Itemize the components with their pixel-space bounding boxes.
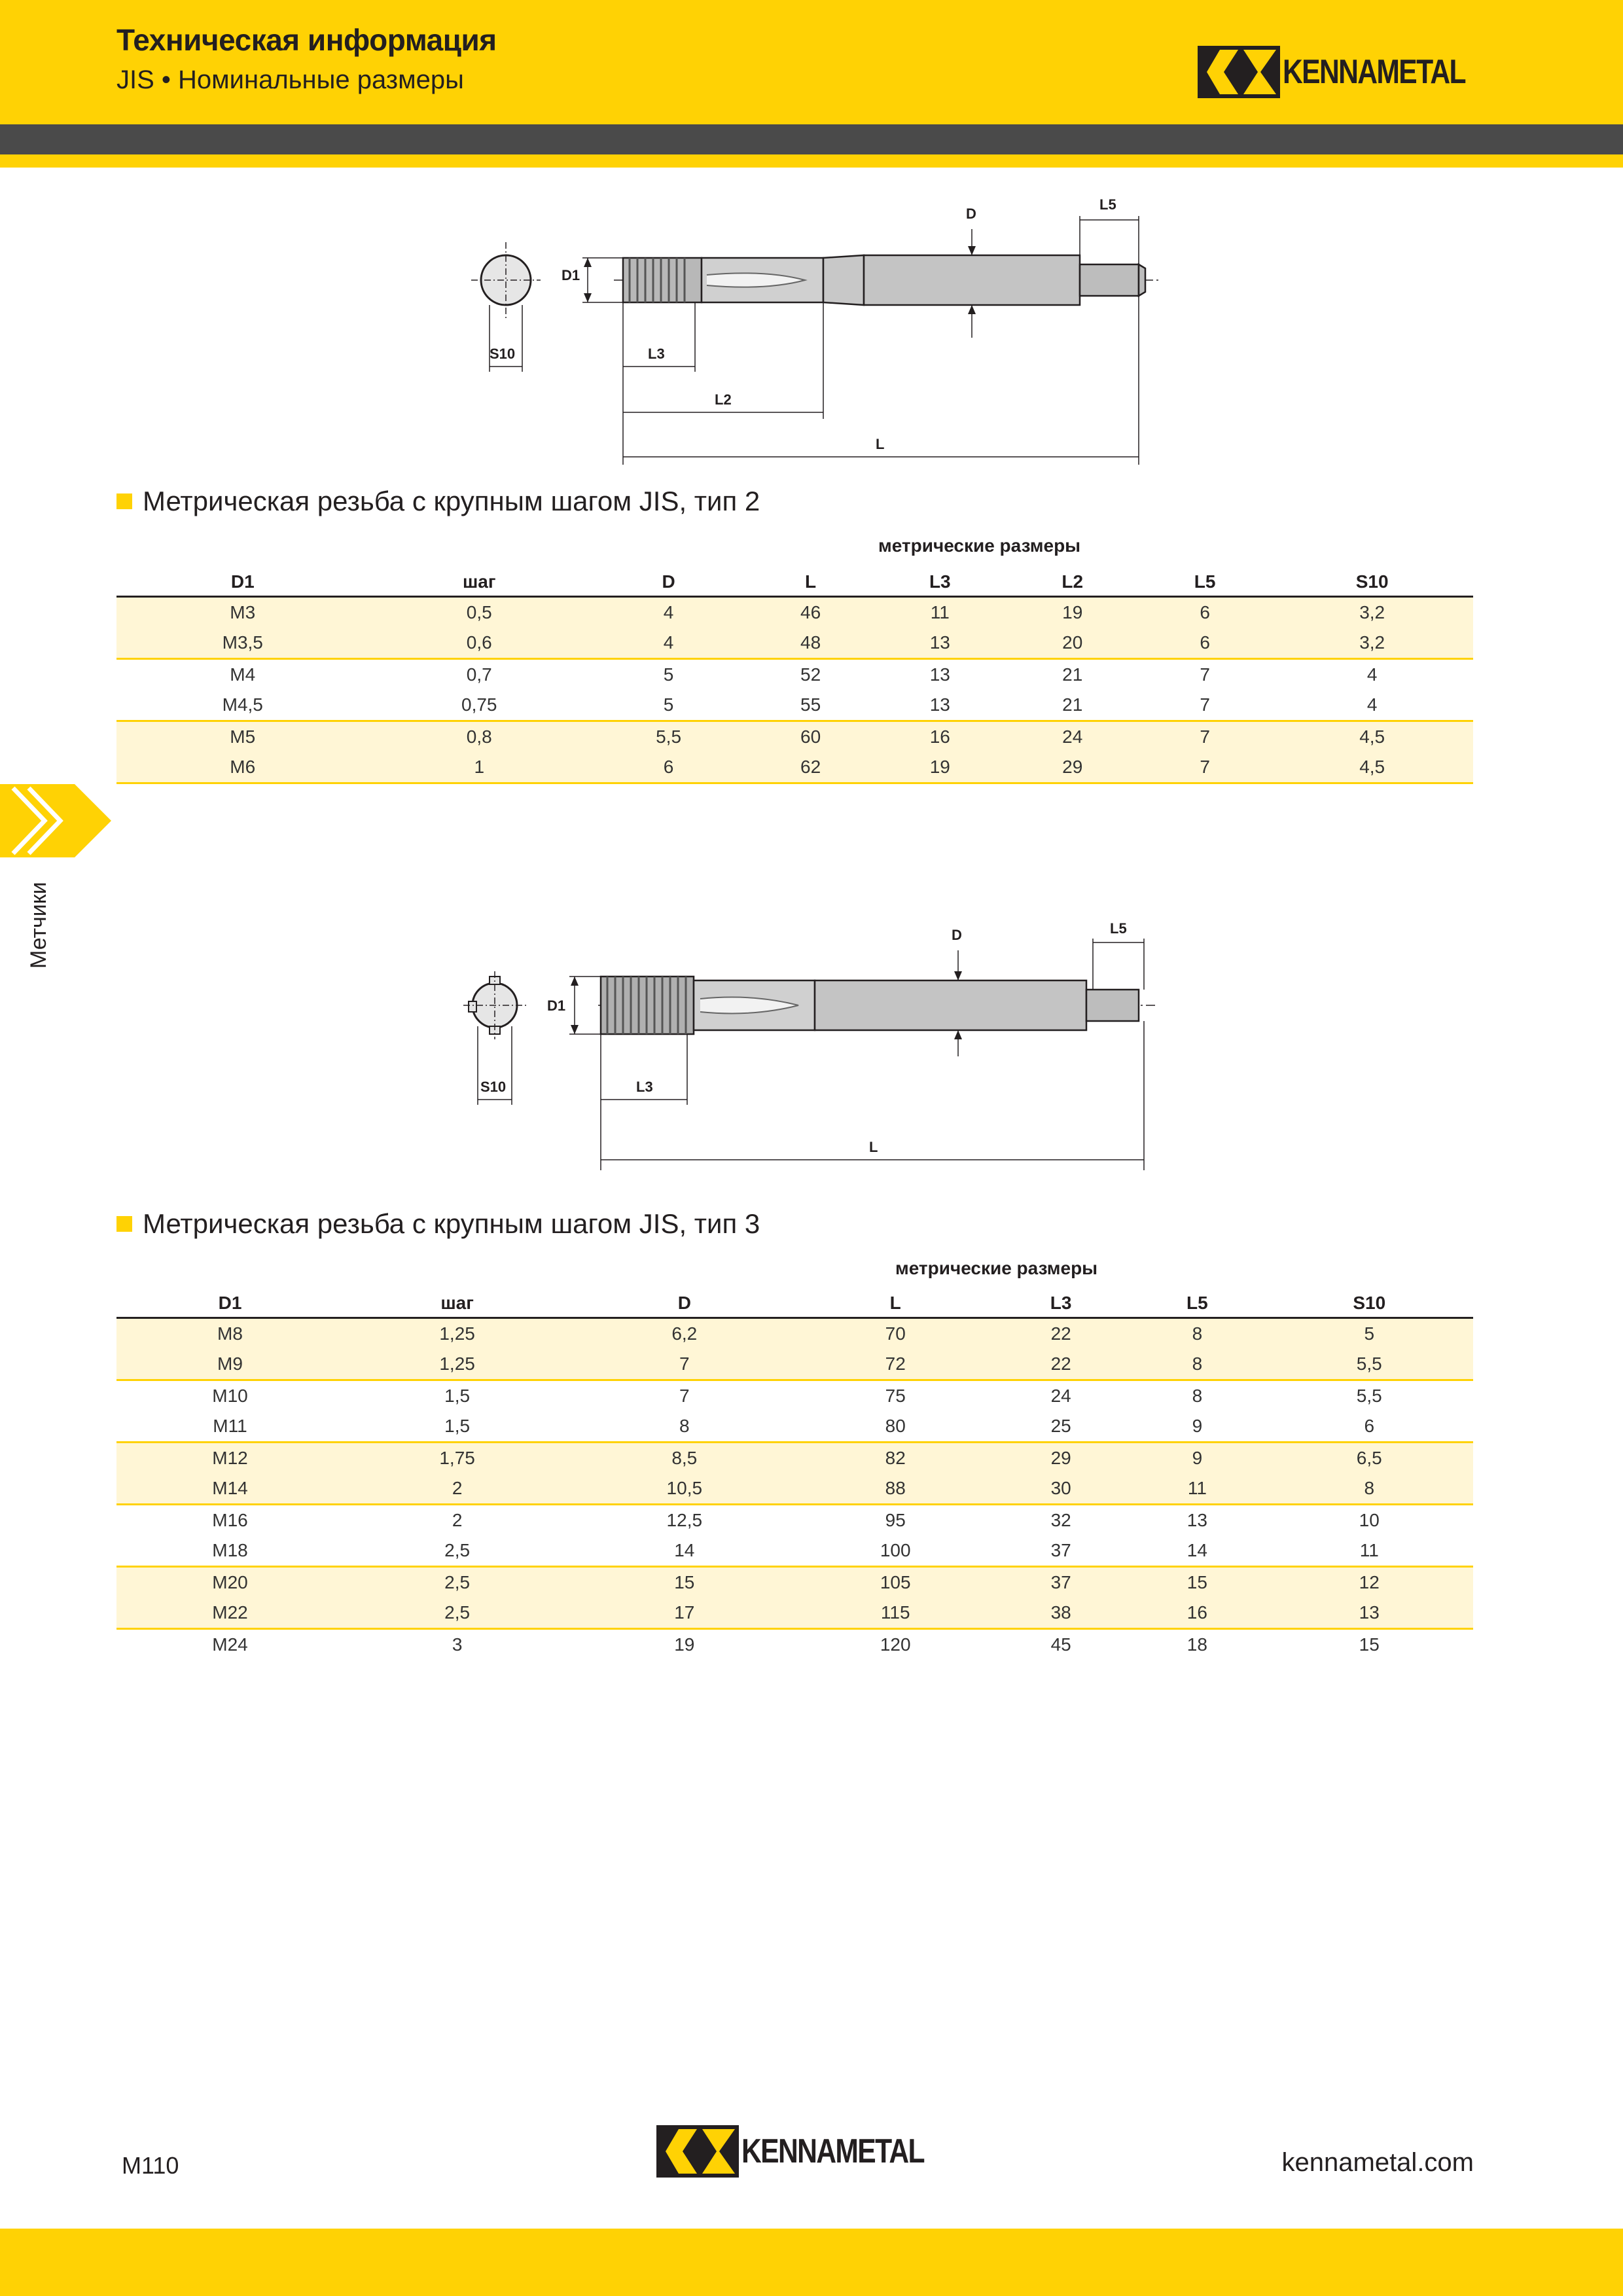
table-cell: 82 [798,1443,993,1474]
table-cell: 0,8 [369,721,590,753]
table-cell: M20 [116,1567,344,1598]
section1-caption: метрические размеры [878,535,1081,556]
table-cell: 2 [344,1473,571,1505]
dim2-l3-label: L3 [636,1079,653,1095]
table-cell: 120 [880,1634,911,1655]
tap-diagram-type2 [458,190,1185,478]
table-cell: 15 [1359,1634,1380,1655]
table-cell: 30 [993,1473,1129,1505]
table-cell: 19 [874,752,1006,783]
table-cell: 3 [452,1634,463,1655]
table-cell: 5 [590,690,747,721]
logo-text: KENNAMETAL [1283,53,1465,91]
table-cell: 13 [1186,1510,1207,1530]
table-cell: M3 [116,597,369,628]
table-cell: 0,75 [369,690,590,721]
table-cell: 1,5 [444,1386,471,1406]
dim-l3-label: L3 [648,346,665,362]
section2-title-text: Метрическая резьба с крупным шагом JIS, тип 3 [143,1208,760,1239]
table-cell: 4 [590,597,747,628]
table-cell: 5,5 [1356,1386,1382,1406]
table-cell: 46 [747,597,874,628]
table-cell: 6 [590,752,747,783]
table-cell: 0,5 [369,597,590,628]
table-cell: 8 [1192,1386,1203,1406]
table-cell: 6 [1139,628,1271,659]
column-header: D [590,568,747,597]
table-cell: 21 [1062,664,1083,685]
table-cell: 25 [993,1411,1129,1443]
column-header: L5 [1139,568,1271,597]
table-cell: 18 [1186,1634,1207,1655]
table-cell: 15 [1129,1567,1265,1598]
table-cell: 95 [885,1510,906,1530]
column-header: L5 [1129,1289,1265,1318]
table-cell: 4 [590,628,747,659]
table-cell: 4,5 [1271,752,1473,783]
table-cell: 0,6 [369,628,590,659]
table-cell: 7 [1139,752,1271,783]
table-cell: M10 [212,1386,248,1406]
table-cell: M4,5 [116,690,369,721]
kennametal-k-icon [656,2125,739,2178]
table-row [116,1567,1473,1598]
kennametal-logo-footer [656,2125,964,2178]
dim-s10-label: S10 [490,346,516,362]
table-row [116,1443,1473,1474]
table-cell: 24 [1050,1386,1071,1406]
table-cell: 5,5 [590,721,747,753]
table-cell: 11 [874,597,1006,628]
table-cell: 80 [798,1411,993,1443]
table-cell: 75 [885,1386,906,1406]
table-cell: 4 [1366,664,1378,685]
table-cell: M12 [116,1443,344,1474]
table-cell: M3,5 [116,628,369,659]
logo-text: KENNAMETAL [741,2132,924,2170]
table-cell: 17 [571,1598,798,1629]
column-header: L [747,568,874,597]
column-header: D [571,1289,798,1318]
spec-table-type2 [116,568,1473,784]
table-cell: M9 [116,1349,344,1380]
dim2-l-label: L [869,1139,878,1155]
table-cell: 14 [1129,1535,1265,1567]
table-cell: 6,5 [1266,1443,1474,1474]
header-yellow-stripe [0,154,1623,168]
table-row [116,752,1473,783]
section2-caption: метрические размеры [895,1258,1098,1278]
table-cell: 13 [874,628,1006,659]
table-row [116,1380,1473,1412]
table-cell: 13 [874,690,1006,721]
section1-title [116,486,760,517]
header-subtitle: JIS • Номинальные размеры [116,65,464,94]
table-cell: 37 [993,1567,1129,1598]
table-cell: M24 [212,1634,248,1655]
table-cell: 55 [747,690,874,721]
table-cell: 5 [663,664,674,685]
table-cell: 8,5 [571,1443,798,1474]
table-cell: 105 [798,1567,993,1598]
table-row [116,1505,1473,1536]
column-header: шаг [369,568,590,597]
yellow-square-icon [116,1216,132,1232]
table-cell: 45 [1050,1634,1071,1655]
table-cell: 7 [571,1349,798,1380]
table-cell: 4,5 [1271,721,1473,753]
table-cell: 11 [1266,1535,1474,1567]
table-cell: 6 [1266,1411,1474,1443]
column-header: шаг [344,1289,571,1318]
table-cell: 8 [571,1411,798,1443]
table-cell: 52 [800,664,821,685]
table-cell: 9 [1129,1411,1265,1443]
column-header: L [798,1289,993,1318]
table-row [116,1629,1473,1660]
table-row [116,659,1473,691]
table-cell: 48 [747,628,874,659]
dim2-d-label: D [952,927,962,943]
table-cell: 60 [747,721,874,753]
spec-table-type3 [116,1289,1473,1660]
yellow-square-icon [116,493,132,509]
table-cell: 20 [1007,628,1139,659]
dim2-l5-label: L5 [1110,920,1127,937]
table-cell: 8 [1129,1349,1265,1380]
table-cell: 3,2 [1271,597,1473,628]
table-cell: 1,25 [344,1318,571,1350]
table-cell: 12,5 [666,1510,703,1530]
table-cell: 8 [1129,1318,1265,1350]
table-cell: M11 [116,1411,344,1443]
table-cell: 100 [798,1535,993,1567]
table-cell: 1,5 [344,1411,571,1443]
website-link[interactable]: kennametal.com [1281,2148,1474,2177]
table-cell: 15 [571,1567,798,1598]
column-header: D1 [116,1289,344,1318]
table-cell: 1,25 [344,1349,571,1380]
table-row [116,1318,1473,1350]
page-number: M110 [122,2152,179,2179]
table-cell: 1 [369,752,590,783]
table-header-row [116,1289,1473,1318]
table-cell: 22 [993,1349,1129,1380]
table-cell: 5 [1266,1318,1474,1350]
table-cell: 12 [1266,1567,1474,1598]
table-row [116,1411,1473,1443]
dim-d1-label: D1 [562,267,580,283]
table-cell: 19 [674,1634,695,1655]
table-cell: 13 [1266,1598,1474,1629]
table-cell: M16 [212,1510,248,1530]
chevron-tab-icon [0,784,111,857]
table-cell: 38 [993,1598,1129,1629]
table-row [116,690,1473,721]
column-header: L3 [874,568,1006,597]
table-cell: 6,2 [571,1318,798,1350]
table-row [116,628,1473,659]
table-cell: 1,75 [344,1443,571,1474]
column-header: L3 [993,1289,1129,1318]
column-header: S10 [1266,1289,1474,1318]
table-row [116,1535,1473,1567]
table-cell: 21 [1007,690,1139,721]
table-cell: 7 [1139,690,1271,721]
dim-l2-label: L2 [715,391,732,408]
table-cell: 2,5 [344,1598,571,1629]
table-cell: 8 [1266,1473,1474,1505]
dim-l-label: L [876,436,885,452]
table-row [116,1349,1473,1380]
table-header-row [116,568,1473,597]
section1-title-text: Метрическая резьба с крупным шагом JIS, тип 2 [143,486,760,516]
table-cell: 22 [993,1318,1129,1350]
side-tab-label: Метчики [26,882,51,969]
header-dark-band [0,124,1623,154]
table-cell: 5,5 [1266,1349,1474,1380]
table-cell: 2 [452,1510,463,1530]
table-cell: 32 [1050,1510,1071,1530]
footer-yellow-band [0,2229,1623,2296]
table-row [116,597,1473,628]
dim-l5-label: L5 [1099,196,1116,213]
column-header: L2 [1007,568,1139,597]
table-cell: 7 [1139,721,1271,753]
page-header [0,0,1623,124]
table-cell: 11 [1129,1473,1265,1505]
table-cell: 29 [1007,752,1139,783]
table-cell: M14 [116,1473,344,1505]
table-cell: 3,2 [1271,628,1473,659]
table-cell: 115 [798,1598,993,1629]
table-cell: M18 [116,1535,344,1567]
table-cell: M4 [230,664,256,685]
table-cell: 70 [798,1318,993,1350]
table-cell: 6 [1139,597,1271,628]
dim2-d1-label: D1 [547,997,566,1014]
table-cell: 16 [874,721,1006,753]
table-cell: 13 [929,664,950,685]
table-cell: 7 [1200,664,1210,685]
table-cell: 88 [798,1473,993,1505]
header-title: Техническая информация [116,23,497,57]
column-header: D1 [116,568,369,597]
table-cell: 62 [747,752,874,783]
table-cell: 7 [679,1386,690,1406]
dim-d-label: D [966,206,976,222]
table-cell: M5 [116,721,369,753]
column-header: S10 [1271,568,1473,597]
table-cell: 4 [1271,690,1473,721]
table-cell: 10 [1359,1510,1380,1530]
kennametal-k-icon [1198,46,1280,98]
table-cell: 24 [1007,721,1139,753]
tap-diagram-type3 [458,908,1185,1177]
table-cell: 16 [1129,1598,1265,1629]
table-row [116,1598,1473,1629]
dim2-s10-label: S10 [480,1079,507,1095]
table-cell: 0,7 [466,664,492,685]
table-cell: 37 [993,1535,1129,1567]
table-cell: 9 [1129,1443,1265,1474]
table-cell: 14 [571,1535,798,1567]
table-row [116,721,1473,753]
table-cell: M8 [116,1318,344,1350]
table-cell: 2,5 [344,1535,571,1567]
table-cell: M6 [116,752,369,783]
table-cell: 72 [798,1349,993,1380]
table-cell: 2,5 [344,1567,571,1598]
table-cell: 29 [993,1443,1129,1474]
table-cell: 19 [1007,597,1139,628]
table-row [116,1473,1473,1505]
section2-title [116,1208,760,1240]
table-cell: 10,5 [571,1473,798,1505]
kennametal-logo-header [1198,46,1505,98]
table-cell: M22 [116,1598,344,1629]
